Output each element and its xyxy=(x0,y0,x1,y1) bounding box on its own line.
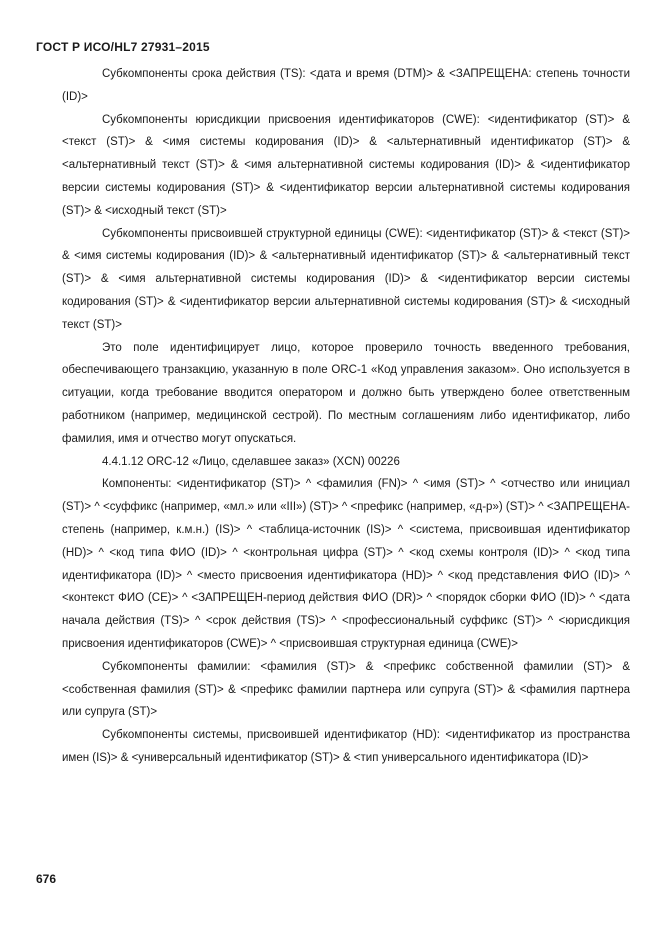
paragraph-department-subcomponents: Субкомпоненты присвоившей структурной единицы (CWE): <идентификатор (ST)> & <текст (ST)> & <имя системы кодирования (ID)> & <альтернативный идентификатор (ST)> & <альтернативный текст (ST)> & <имя альтернативной системы кодирования (ID)> & <идентификатор версии системы кодирования (ST)> & <идентификатор версии альтернативной системы кодирования (ST)> & <исходный текст (ST)> xyxy=(62,227,630,331)
paragraph-family-name-subcomponents: Субкомпоненты фамилии: <фамилия (ST)> & <префикс собственной фамилии (ST)> & <собственная фамилия (ST)> & <префикс фамилии партнера или супруга (ST)> & <фамилия партнера или супруга (ST)> xyxy=(62,660,630,719)
paragraph-field-description: Это поле идентифицирует лицо, которое проверило точность введенного требования, обеспечивающего транзакцию, указанную в поле ORC-1 «Код управления заказом». Оно используется в ситуации, когда требование вводится оператором и должно быть утверждено более ответственным работником (например, медицинской сестрой). По местным соглашениям либо идентификатор, либо фамилия, имя и отчество могут опускаться. xyxy=(62,341,630,445)
page-number: 676 xyxy=(36,872,57,886)
paragraph-assigning-authority-subcomponents: Субкомпоненты системы, присвоившей идентификатор (HD): <идентификатор из пространства имен (IS)> & <универсальный идентификатор (ST)> & <тип универсального идентификатора (ID)> xyxy=(62,729,630,764)
section-heading: 4.4.1.12 ORC-12 «Лицо, сделавшее заказ» (XCN) 00226 xyxy=(102,455,400,468)
paragraph-jurisdiction-subcomponents: Субкомпоненты юрисдикции присвоения идентификаторов (CWE): <идентификатор (ST)> & <текст (ST)> & <имя системы кодирования (ID)> & <альтернативный идентификатор (ST)> & <альтернативный текст (ST)> & <имя альтернативной системы кодирования (ID)> & <идентификатор версии системы кодирования (ST)> & <идентификатор версии альтернативной системы кодирования (ST)> & <исходный текст (ST)> xyxy=(62,113,630,217)
document-body xyxy=(62,63,630,770)
paragraph-components: Компоненты: <идентификатор (ST)> ^ <фамилия (FN)> ^ <имя (ST)> ^ <отчество или инициал (ST)> ^ <суффикс (например, «мл.» или «III») (ST)> ^ <префикс (например, «д-р») (ST)> ^ <ЗАПРЕЩЕНА-степень (например, к.м.н.) (IS)> ^ <таблица-источник (IS)> ^ <система, присвоившая идентификатор (HD)> ^ <код типа ФИО (ID)> ^ <контрольная цифра (ST)> ^ <код схемы контроля (ID)> ^ <код типа идентификатора (ID)> ^ <место присвоения идентификатора (HD)> ^ <код представления ФИО (ID)> ^ <контекст ФИО (CE)> ^ <ЗАПРЕЩЕН-период действия ФИО (DR)> ^ <порядок сборки ФИО (ID)> ^ <дата начала действия (TS)> ^ <срок действия (TS)> ^ <профессиональный суффикс (ST)> ^ <юрисдикция присвоения идентификаторов (CWE)> ^ <присвоившая структурная единица (CWE)> xyxy=(62,478,630,650)
document-header: ГОСТ Р ИСО/HL7 27931–2015 xyxy=(36,40,210,54)
paragraph-validity-subcomponents: Субкомпоненты срока действия (TS): <дата и время (DTM)> & <ЗАПРЕЩЕНА: степень точности (ID)> xyxy=(62,68,630,103)
